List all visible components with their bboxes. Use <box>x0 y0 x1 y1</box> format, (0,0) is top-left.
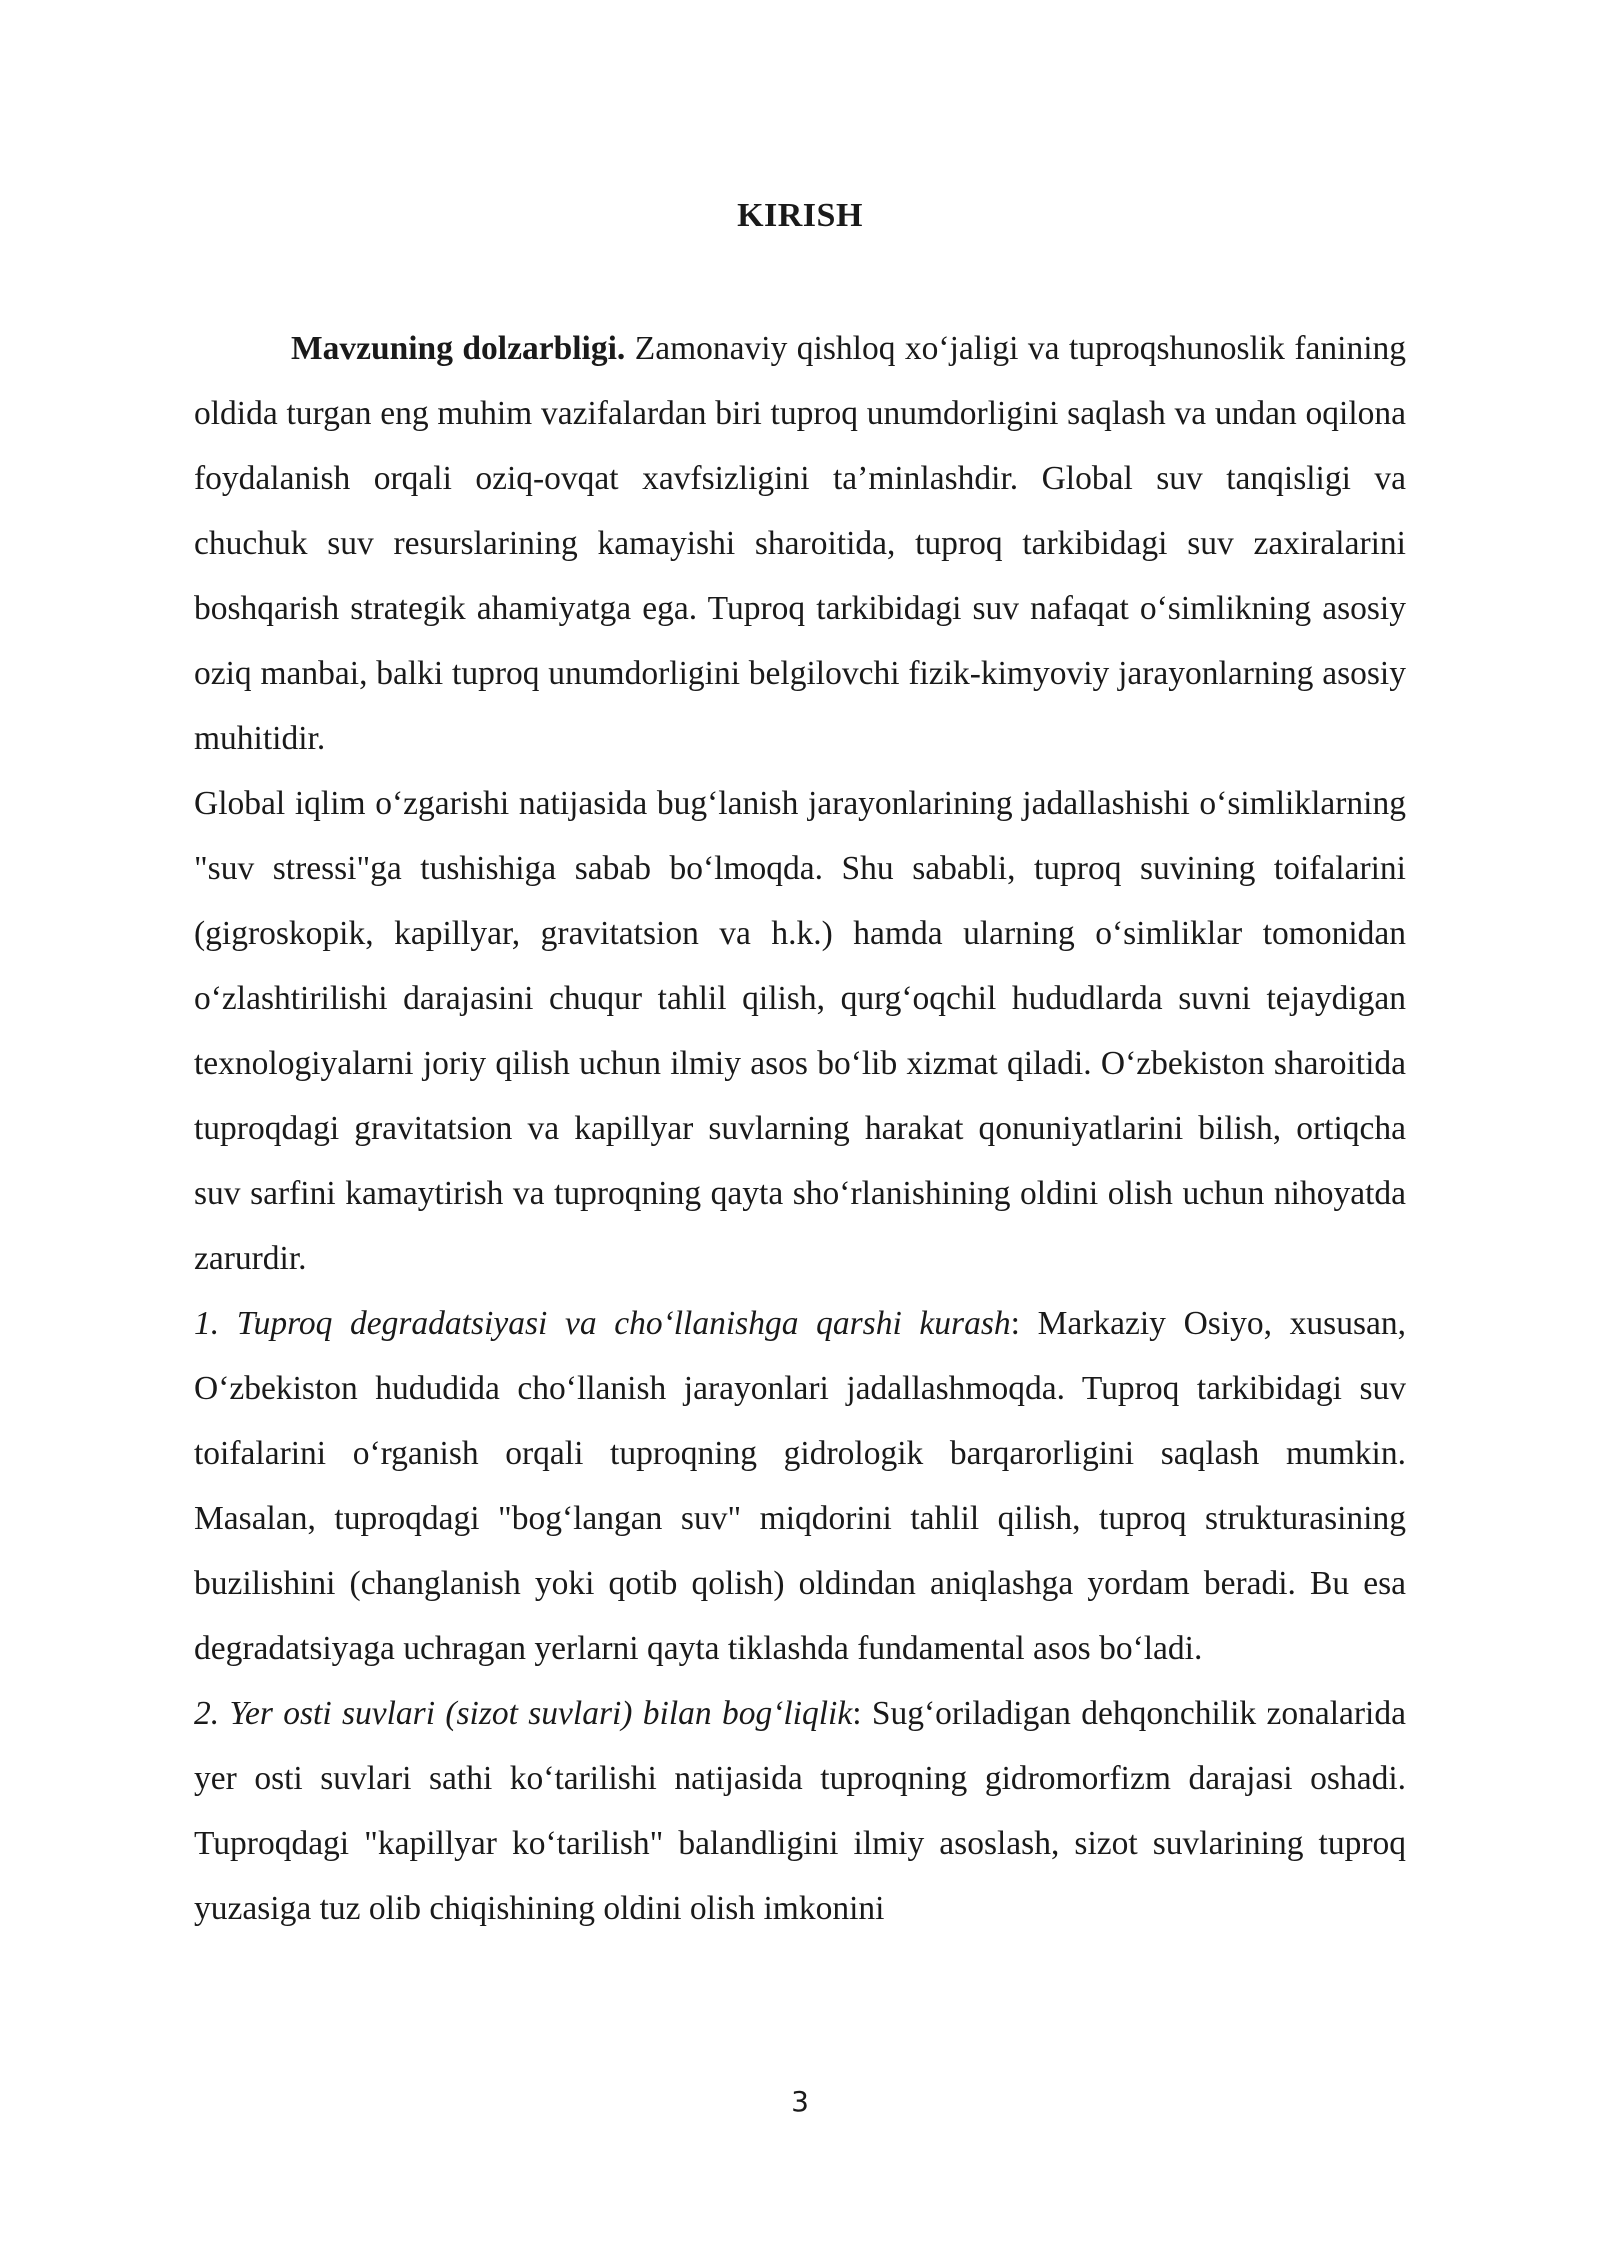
paragraph-groundwater <box>194 1681 1406 1941</box>
paragraph-lead-italic: 1. Tuproq degradatsiyasi va cho‘llanishga qarshi kurash <box>194 1305 1011 1342</box>
paragraph-text: Zamonaviy qishloq xo‘jaligi va tuproqshunoslik fanining oldida turgan eng muhim vazifalardan biri tuproq unumdorligini saqlash va undan oqilona foydalanish orqali oziq-ovqat xavfsizligini ta’minlashdir. Global suv tanqisligi va chuchuk suv resurslarining kamayishi sharoitida, tuproq tarkibidagi suv zaxiralarini boshqarish strategik ahamiyatga ega. Tuproq tarkibidagi suv nafaqat o‘simlikning asosiy oziq manbai, balki tuproq unumdorligini belgilovchi fizik-kimyoviy jarayonlarning asosiy muhitidir. <box>194 330 1407 757</box>
body-text <box>194 316 1406 1941</box>
paragraph-text: : Markaziy Osiyo, xususan, O‘zbekiston hududida cho‘llanish jarayonlari jadallashmoqda. Tuproq tarkibidagi suv toifalarini o‘rganish orqali tuproqning gidrologik barqarorligini saqlash mumkin. Masalan, tuproqdagi "bog‘langan suv" miqdorini tahlil qilish, tuproq strukturasining buzilishini (changlanish yoki qotib qolish) oldindan aniqlashga yordam beradi. Bu esa degradatsiyaga uchragan yerlarni qayta tiklashda fundamental asos bo‘ladi. <box>194 1305 1406 1667</box>
paragraph-text: Global iqlim o‘zgarishi natijasida bug‘lanish jarayonlarining jadallashishi o‘simliklarning "suv stressi"ga tushishiga sabab bo‘lmoqda. Shu sababli, tuproq suvining toifalarini (gigroskopik, kapillyar, gravitatsion va h.k.) hamda ularning o‘simliklar tomonidan o‘zlashtirilishi darajasini chuqur tahlil qilish, qurg‘oqchil hududlarda suvni tejaydigan texnologiyalarni joriy qilish uchun ilmiy asos bo‘lib xizmat qiladi. O‘zbekiston sharoitida tuproqdagi gravitatsion va kapillyar suvlarning harakat qonuniyatlarini bilish, ortiqcha suv sarfini kamaytirish va tuproqning qayta sho‘rlanishining oldini olish uchun nihoyatda zarurdir. <box>194 785 1406 1277</box>
paragraph-degradation <box>194 1291 1406 1681</box>
section-heading: KIRISH <box>737 197 863 234</box>
paragraph-lead-bold: Mavzuning dolzarbligi. <box>291 330 626 367</box>
paragraph-text: : Sug‘oriladigan dehqonchilik zonalarida yer osti suvlari sathi ko‘tarilishi natijasida tuproqning gidromorfizm darajasi oshadi. Tuproqdagi "kapillyar ko‘tarilish" balandligini ilmiy asoslash, sizot suvlarining tuproq yuzasiga tuz olib chiqishining oldini olish imkonini <box>194 1695 1406 1927</box>
paragraph-relevance <box>194 316 1406 771</box>
paragraph-climate <box>194 771 1406 1291</box>
page-number: 3 <box>791 2085 809 2118</box>
paragraph-lead-italic: 2. Yer osti suvlari (sizot suvlari) bilan bog‘liqlik <box>194 1695 853 1732</box>
